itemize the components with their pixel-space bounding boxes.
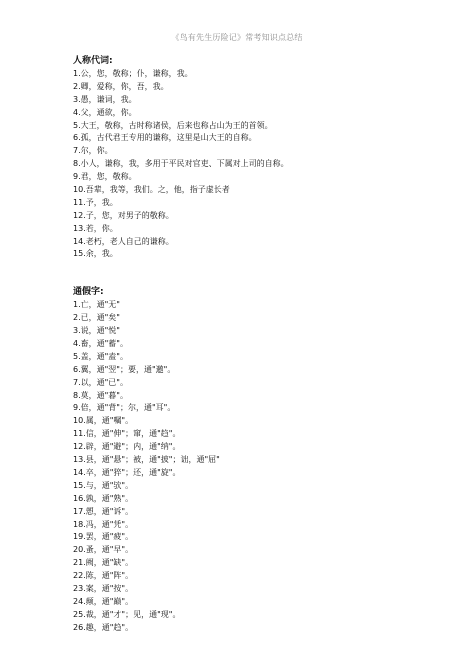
- list-item: 12.辟，通"避"；内，通"纳"。: [73, 442, 181, 452]
- list-item: 26.趣，通"趋"。: [73, 622, 134, 632]
- section-title: 通假字:: [73, 287, 104, 298]
- list-item: 3.说，通"悦": [73, 326, 120, 336]
- list-item: 6.翼，通"翌"；要，通"邀"。: [73, 364, 176, 374]
- pronoun-list: [73, 68, 433, 261]
- list-item: 20.蚤，通"早"。: [73, 545, 134, 555]
- list-item: 8.小人，谦称，我，多用于平民对官吏、下属对上司的自称。: [73, 159, 289, 169]
- list-item: 21.阙，通"缺"。: [73, 558, 134, 568]
- list-item: 1.亡，通"无": [73, 300, 120, 310]
- list-item: 15.余，我。: [73, 249, 118, 259]
- page-header: 《鸟有先生历险记》常考知识点总结: [171, 33, 303, 42]
- list-item: 7.尔，你。: [73, 146, 113, 156]
- list-item: 9.倍，通"背"；尔，通"耳"。: [73, 403, 176, 413]
- list-item: 19.罢，通"疲"。: [73, 532, 134, 542]
- list-item: 15.与，通"欤"。: [73, 480, 134, 490]
- list-item: 2.已，通"矣": [73, 313, 120, 323]
- list-item: 13.县，通"悬"；被，通"披"；诎，通"屈": [73, 455, 220, 465]
- list-item: 8.莫，通"暮"。: [73, 390, 128, 400]
- list-item: 10.吾辈，我等，我们。之，他，指子虚长者: [73, 185, 230, 195]
- list-item: 7.以，通"已"。: [73, 377, 128, 387]
- list-item: 5.大王，敬称，古时称诸侯，后来也称占山为王的首领。: [73, 120, 273, 130]
- list-item: 25.裁，通"才"；见，通"现"。: [73, 609, 181, 619]
- list-item: 16.孰，通"熟"。: [73, 493, 134, 503]
- document-body: [73, 55, 433, 635]
- list-item: 23.案，通"按"。: [73, 583, 134, 593]
- section-pronouns: [73, 55, 433, 261]
- list-item: 14.卒，通"猝"；还，通"旋"。: [73, 467, 181, 477]
- list-item: 3.愚，谦词，我。: [73, 94, 137, 104]
- list-item: 6.孤，古代君王专用的谦称，这里是山大王的自称。: [73, 133, 257, 143]
- list-item: 22.陈，通"阵"。: [73, 571, 134, 581]
- list-item: 11.信，通"伸"；窜，通"趋"。: [73, 429, 181, 439]
- section-title: 人称代词:: [73, 56, 113, 66]
- list-item: 17.愬，通"诉"。: [73, 506, 134, 516]
- loan-character-list: [73, 299, 433, 634]
- section-loan-characters: [73, 286, 433, 634]
- list-item: 18.冯，通"凭"。: [73, 519, 134, 529]
- list-item: 2.卿，爱称，你，吾，我。: [73, 81, 169, 91]
- list-item: 9.君，您，敬称。: [73, 172, 137, 182]
- list-item: 11.予，我。: [73, 197, 118, 207]
- list-item: 14.老朽，老人自己的谦称。: [73, 236, 174, 246]
- list-item: 12.子，您，对男子的敬称。: [73, 210, 174, 220]
- list-item: 10.属，通"嘱"。: [73, 416, 134, 426]
- list-item: 1.公，您，敬称；仆，谦称，我。: [73, 69, 193, 78]
- section-gap: [73, 261, 433, 286]
- list-item: 13.若，你。: [73, 223, 118, 233]
- list-item: 5.盖，通"盍"。: [73, 351, 128, 361]
- list-item: 24.颠，通"巅"。: [73, 596, 134, 606]
- list-item: 4.畜，通"蓄"。: [73, 339, 128, 349]
- list-item: 4.父，通欲，你。: [73, 107, 137, 117]
